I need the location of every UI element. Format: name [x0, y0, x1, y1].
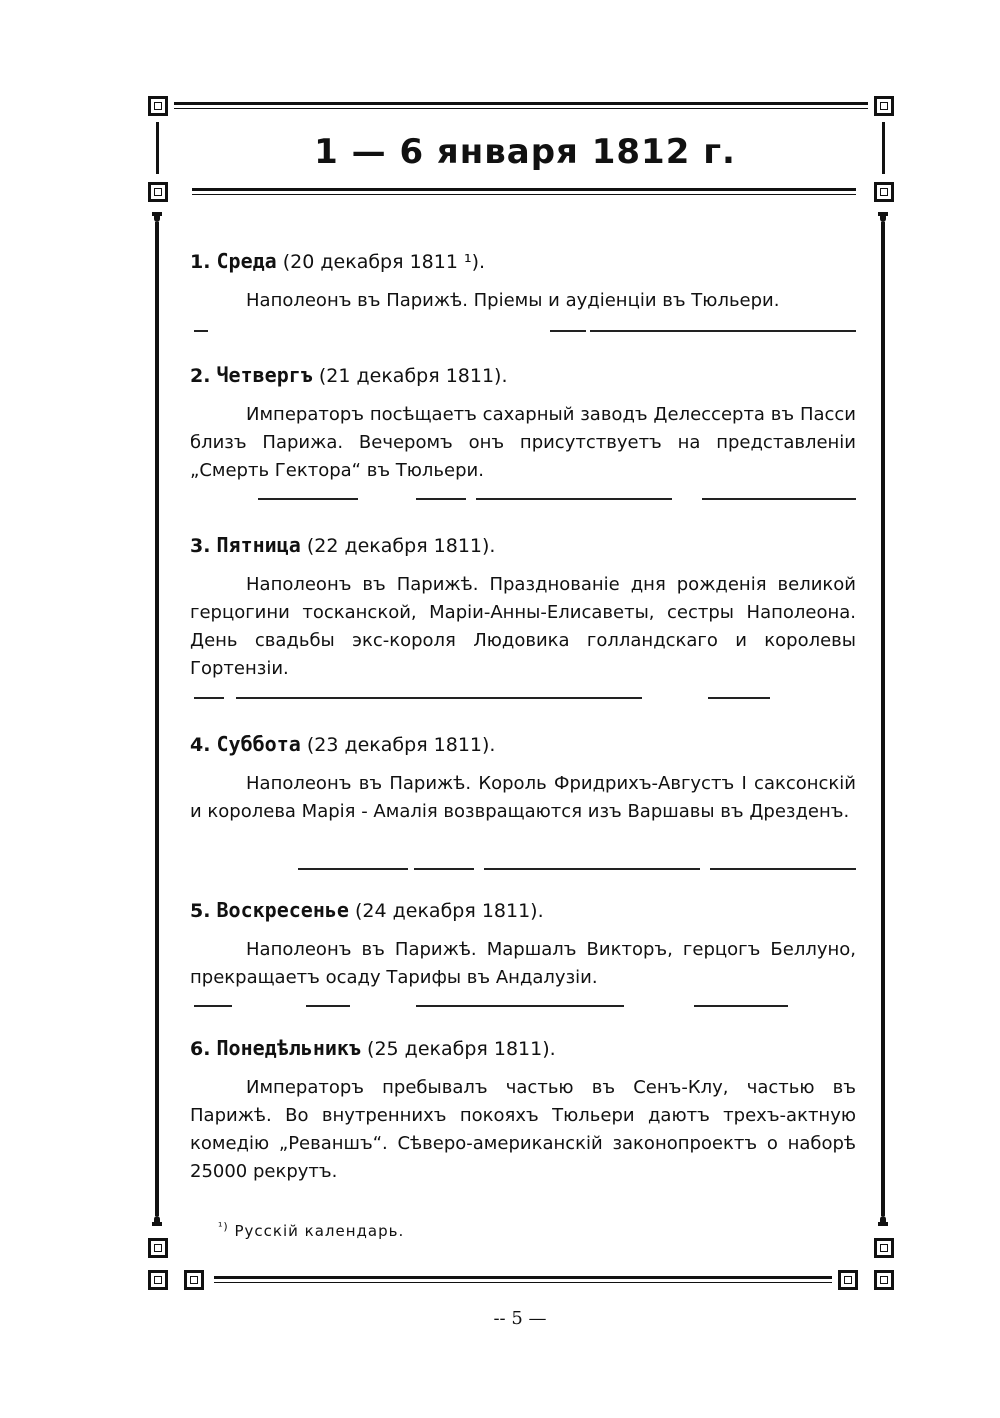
title-left-rule: [156, 122, 159, 174]
entry-date: (21 декабря 1811).: [318, 365, 508, 387]
entry-heading: [190, 897, 856, 924]
entry-heading: [190, 731, 856, 758]
entry-text: Императоръ посѣщаетъ сахарный заводъ Делессерта въ Пасси близъ Парижа. Вечеромъ онъ присутствуетъ на представленіи „Смерть Гектора“ въ Тюльери.: [190, 404, 856, 481]
ornament-bottom-right-2: [874, 1270, 894, 1290]
ornament-bottom-right-upper: [874, 1238, 894, 1258]
entry-date: (23 декабря 1811).: [306, 734, 496, 756]
entry-text: Наполеонъ въ Парижѣ. Король Фридрихъ-Августъ I саксонскій и королева Марія - Амалія возвращаются изъ Варшавы въ Дрезденъ.: [190, 773, 856, 822]
separator-1: [194, 330, 856, 332]
entry-number: 6.: [190, 1038, 211, 1060]
entry-weekday: Среда: [216, 249, 277, 273]
entry-date: (25 декабря 1811).: [367, 1038, 556, 1060]
entry-weekday: Понедѣльникъ: [216, 1036, 361, 1060]
page-number: -- 5 —: [493, 1308, 547, 1329]
footnote-text: Русскій календарь.: [234, 1222, 405, 1240]
entry-number: 4.: [190, 734, 211, 756]
entry-heading: [190, 362, 856, 389]
entry-weekday: Суббота: [216, 732, 301, 756]
entry-3: [190, 532, 856, 683]
entry-heading: [190, 532, 856, 559]
title-right-rule: [882, 122, 885, 174]
entry-6: [190, 1035, 856, 1186]
entry-2: [190, 362, 856, 485]
bottom-border-rule: [214, 1276, 832, 1283]
entry-number: 2.: [190, 365, 211, 387]
entry-heading: [190, 248, 856, 275]
footnote-mark: ¹): [218, 1220, 229, 1233]
entry-5: [190, 897, 856, 992]
entry-1: [190, 248, 856, 315]
corner-ornament-top-right: [874, 96, 894, 116]
entry-weekday: Воскресенье: [216, 898, 349, 922]
ornament-bottom-left-2: [184, 1270, 204, 1290]
entry-text: Императоръ пребывалъ частью въ Сенъ-Клу, частью въ Парижѣ. Во внутреннихъ покояхъ Тюльери даютъ трехъ-актную комедію „Реваншъ“. Сѣверо-американскій законопроектъ о наборѣ 25000 рекрутъ.: [190, 1077, 856, 1182]
entry-number: 1.: [190, 251, 211, 273]
corner-ornament-top-left: [148, 96, 168, 116]
title-bottom-rule: [192, 188, 856, 195]
page-title: 1 — 6 января 1812 г.: [314, 132, 736, 172]
entry-date: (22 декабря 1811).: [306, 535, 496, 557]
separator-5: [194, 1005, 856, 1007]
entry-text: Наполеонъ въ Парижѣ. Празднованіе дня рожденія великой герцогини тосканской, Маріи-Анны-Елисаветы, сестры Наполеона. День свадьбы экс-короля Людовика голландскаго и королевы Гортензіи.: [190, 574, 856, 679]
top-border-rule: [174, 102, 868, 109]
ornament-bottom-left-1: [148, 1270, 168, 1290]
right-pillar: [878, 212, 888, 1226]
entry-4: [190, 731, 856, 826]
ornament-bottom-right-1: [838, 1270, 858, 1290]
ornament-left-mid: [148, 182, 168, 202]
separator-2: [194, 498, 856, 500]
entry-date: (24 декабря 1811).: [355, 900, 544, 922]
left-pillar: [152, 212, 162, 1226]
entry-date: (20 декабря 1811 ¹).: [282, 251, 486, 273]
entry-number: 5.: [190, 900, 211, 922]
entry-text: Наполеонъ въ Парижѣ. Маршалъ Викторъ, герцогъ Беллуно, прекращаетъ осаду Тарифы въ Андалузіи.: [190, 939, 856, 988]
ornament-right-mid: [874, 182, 894, 202]
entry-weekday: Четвергъ: [216, 363, 313, 387]
footnote: [218, 1220, 404, 1240]
entry-weekday: Пятница: [216, 533, 301, 557]
separator-4: [194, 868, 856, 870]
entry-number: 3.: [190, 535, 211, 557]
entry-heading: [190, 1035, 856, 1062]
entry-text: Наполеонъ въ Парижѣ. Пріемы и аудіенціи въ Тюльери.: [246, 290, 780, 311]
separator-3: [194, 697, 856, 699]
ornament-bottom-left-upper: [148, 1238, 168, 1258]
